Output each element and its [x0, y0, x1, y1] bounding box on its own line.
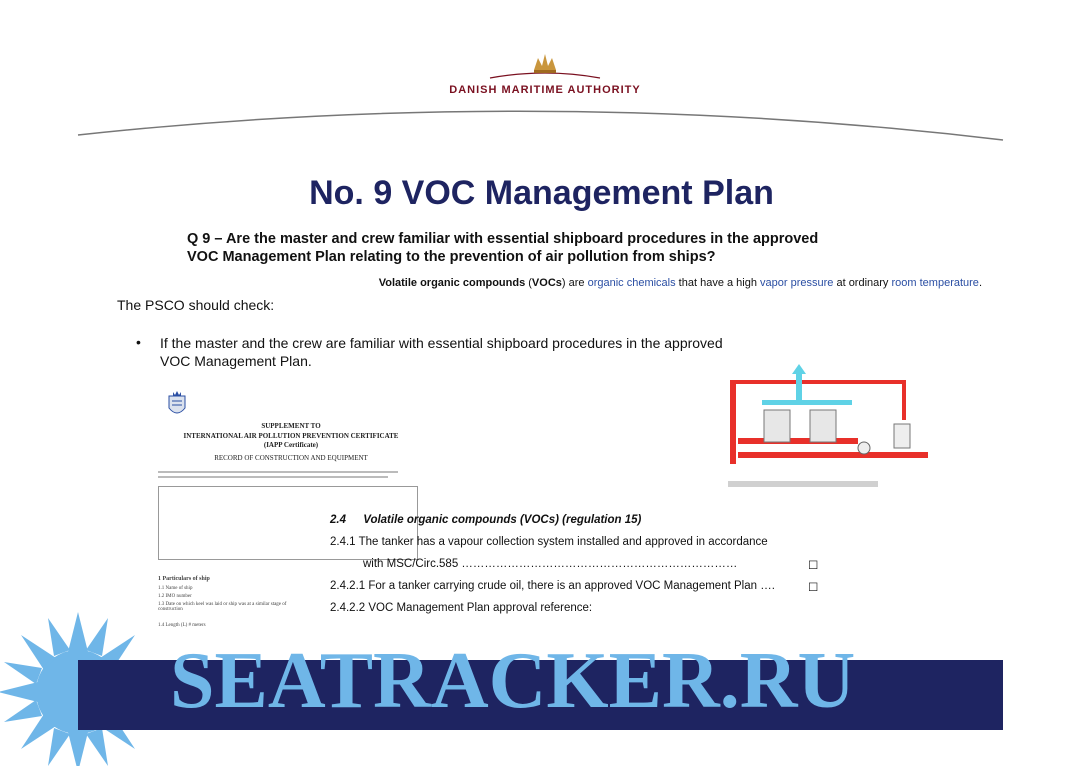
question-text [187, 230, 887, 266]
voc-mid3: at ordinary [833, 277, 892, 289]
regulation-section [330, 512, 830, 612]
link-room-temperature[interactable]: room temperature [891, 277, 979, 289]
question-line-1: Q 9 – Are the master and crew familiar with essential shipboard procedures in the approved [187, 231, 819, 247]
reg-2-4-1-line-b: with MSC/Circ.585 ……………………………………………………………… [363, 558, 738, 570]
voc-definition [300, 277, 982, 289]
voc-end: . [978, 277, 982, 289]
voc-term: Volatile organic compounds [378, 277, 526, 289]
page-title: No. 9 VOC Management Plan [309, 174, 774, 212]
bullet-text [160, 334, 800, 370]
reg-heading-number: 2.4 [330, 514, 346, 526]
link-vapor-pressure[interactable]: vapor pressure [760, 277, 834, 289]
reg-heading: Volatile organic compounds (VOCs) (regulation 15) [363, 514, 642, 526]
cert-item-1: 1.1 Name of ship [158, 586, 193, 591]
checkbox-2-4-1[interactable]: ☐ [808, 560, 819, 572]
reg-2-4-2-2: 2.4.2.2 VOC Management Plan approval reference: [330, 602, 593, 614]
cert-item-4: 1.4 Length (L) # meters [158, 623, 206, 628]
question-line-2: VOC Management Plan relating to the prevention of air pollution from ships? [187, 249, 716, 265]
danish-coat-of-arms-icon [166, 390, 188, 420]
cert-title-4: RECORD OF CONSTRUCTION AND EQUIPMENT [214, 454, 368, 462]
cert-title-2: INTERNATIONAL AIR POLLUTION PREVENTION CERTIFICATE [183, 432, 399, 440]
checkbox-2-4-2-1[interactable]: ☐ [808, 582, 819, 594]
bullet-line-2: VOC Management Plan. [160, 353, 312, 369]
voc-mid1: ) are [561, 277, 588, 289]
voc-abbr: VOCs [531, 277, 562, 289]
watermark-text: SEATRACKER.RU [170, 637, 856, 725]
cert-item-3: 1.3 Date on which keel was laid or ship was at a similar stage of construction [158, 602, 287, 612]
psco-intro: The PSCO should check: [117, 297, 275, 313]
bullet-mark: • [136, 334, 141, 350]
reg-2-4-2-1: 2.4.2.1 For a tanker carrying crude oil, there is an approved VOC Management Plan …. [330, 580, 775, 592]
bullet-line-1: If the master and the crew are familiar with essential shipboard procedures in the approved [160, 335, 723, 351]
diagram-caption [728, 481, 878, 487]
cert-section-1: 1 Particulars of ship [158, 576, 210, 582]
cert-title-3: (IAPP Certificate) [263, 441, 319, 449]
voc-mid2: that have a high [675, 277, 761, 289]
cert-item-2: 1.2 IMO number [158, 594, 192, 599]
voc-vapour-system-diagram [722, 360, 952, 490]
agency-name: DANISH MARITIME AUTHORITY [449, 84, 641, 96]
cert-title-1: SUPPLEMENT TO [261, 422, 321, 430]
voc-open: ( [525, 277, 532, 289]
link-organic-chemicals[interactable]: organic chemicals [587, 277, 676, 289]
header-swoosh-line [0, 95, 1083, 155]
reg-2-4-1-line-a: 2.4.1 The tanker has a vapour collection system installed and approved in accordance [330, 536, 768, 548]
